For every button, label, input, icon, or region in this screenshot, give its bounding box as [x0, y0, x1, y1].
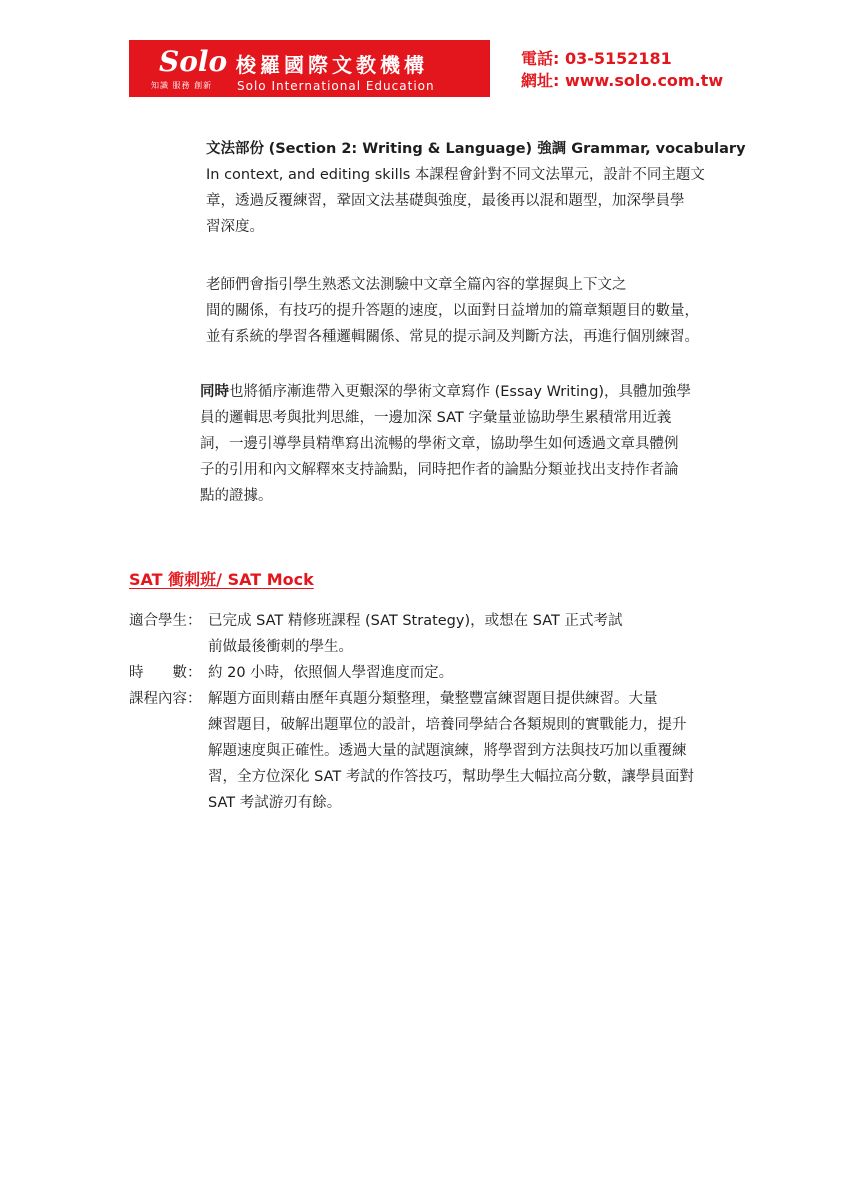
info-line: 解題方面則藉由歷年真題分類整理，彙整豐富練習題目提供練習。大量 — [208, 691, 658, 707]
paragraph-line: 習深度。 — [206, 219, 264, 235]
contact-website[interactable]: 網址: www.solo.com.tw — [521, 71, 724, 90]
info-line: 解題速度與正確性。透過大量的試題演練，將學習到方法與技巧加以重覆練 — [208, 743, 687, 759]
contact-phone: 電話: 03-5152181 — [521, 49, 672, 68]
paragraph-line: 老師們會指引學生熟悉文法測驗中文章全篇內容的掌握與上下文之 — [206, 277, 627, 293]
info-line: 練習題目，破解出題單位的設計，培養同學結合各類規則的實戰能力，提升 — [208, 717, 687, 733]
info-body — [208, 608, 728, 660]
info-label: 時 數： — [129, 665, 202, 681]
section-title: SAT 衝刺班/ SAT Mock — [129, 570, 314, 589]
brand-chinese-name: 梭羅國際文教機構 — [236, 53, 428, 77]
paragraph-line: 點的證據。 — [200, 488, 273, 504]
paragraph-line: 詞，一邊引導學員精準寫出流暢的學術文章，協助學生如何透過文章具體例 — [200, 436, 679, 452]
grammar-paragraph — [206, 136, 746, 240]
paragraph-lead: 同時 — [200, 384, 229, 400]
info-line: 前做最後衝刺的學生。 — [208, 639, 353, 655]
paragraph-line: 並有系統的學習各種邏輯關係、常見的提示詞及判斷方法，再進行個別練習。 — [206, 329, 699, 345]
info-line: 約 20 小時，依照個人學習進度而定。 — [208, 665, 454, 681]
info-label: 課程內容： — [129, 691, 202, 707]
info-body — [208, 686, 728, 816]
brand-slogan: 知識 服務 創新 — [151, 81, 213, 90]
info-label: 適合學生： — [129, 613, 202, 629]
paragraph-line: 同時也將循序漸進帶入更艱深的學術文章寫作 (Essay Writing)，具體加強學 — [200, 384, 692, 400]
info-line: 習，全方位深化 SAT 考試的作答技巧，幫助學生大幅拉高分數，讓學員面對 — [208, 769, 694, 785]
paragraph-line: In context, and editing skills 本課程會針對不同文法單元，設計不同主題文 — [206, 167, 705, 183]
paragraph-lead: 文法部份 — [206, 141, 264, 157]
info-line: SAT 考試游刃有餘。 — [208, 795, 342, 811]
brand-logo: Solo — [159, 45, 228, 78]
paragraph-line: 間的關係，有技巧的提升答題的速度，以面對日益增加的篇章類題目的數量， — [206, 303, 699, 319]
paragraph-line: 員的邏輯思考與批判思維，一邊加深 SAT 字彙量並協助學生累積常用近義 — [200, 410, 672, 426]
paragraph-line: 子的引用和內文解釋來支持論點，同時把作者的論點分類並找出支持作者論 — [200, 462, 679, 478]
brand-english-name: Solo International Education — [237, 79, 435, 93]
paragraph-line: 章，透過反覆練習，鞏固文法基礎與強度，最後再以混和題型，加深學員學 — [206, 193, 685, 209]
paragraph-line: 文法部份 (Section 2: Writing & Language) 強調 Grammar, vocabulary — [206, 141, 746, 157]
brand-banner — [129, 40, 490, 97]
essay-writing-paragraph — [200, 379, 726, 509]
info-body — [208, 660, 728, 686]
teacher-guidance-paragraph — [206, 272, 726, 350]
info-line: 已完成 SAT 精修班課程 (SAT Strategy)，或想在 SAT 正式考試 — [208, 613, 623, 629]
